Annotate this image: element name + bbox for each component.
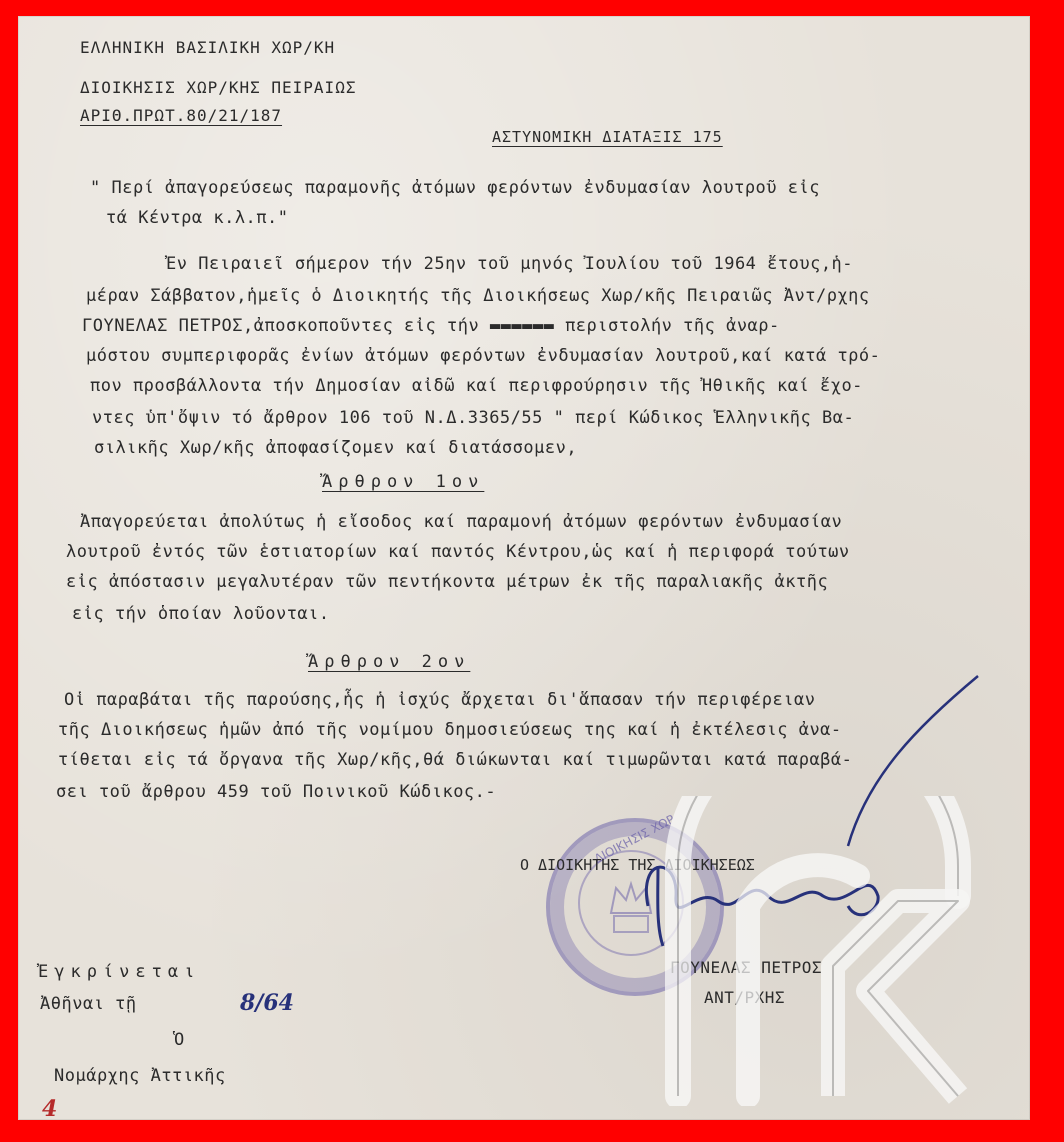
article-1-line: λουτροῦ ἐντός τῶν ἑστιατορίων καί παντός Κέντρου,ὡς καί ἡ περιφορά τούτων bbox=[66, 542, 850, 562]
approval-line-1: Ἐγκρίνεται bbox=[38, 962, 201, 982]
article-2-line: Οἱ παραβάται τῆς παρούσης,ἧς ἡ ἰσχύς ἄρχεται δι'ἅπασαν τήν περιφέρειαν bbox=[64, 690, 816, 710]
approval-line-2: Ἀθῆναι τῇ bbox=[40, 994, 137, 1014]
article-1-heading: Ἄρθρον 1ον bbox=[322, 472, 485, 492]
article-1-line: εἰς ἀπόστασιν μεγαλυτέραν τῶν πεντήκοντα μέτρων ἐκ τῆς παραλιακῆς ἀκτῆς bbox=[66, 572, 829, 592]
signatory-rank: ΑΝΤ/ΡΧΗΣ bbox=[704, 988, 786, 1007]
article-2-line: σει τοῦ ἄρθρου 459 τοῦ Ποινικοῦ Κώδικος.- bbox=[56, 782, 497, 802]
header-line-2: ΔΙΟΙΚΗΣΙΣ ΧΩΡ/ΚΗΣ ΠΕΙΡΑΙΩΣ bbox=[80, 78, 357, 97]
approval-date-handwritten: 8/64 bbox=[240, 990, 294, 1016]
article-1-line: Ἀπαγορεύεται ἀπολύτως ἡ εἴσοδος καί παραμονή ἀτόμων φερόντων ἐνδυμασίαν bbox=[80, 512, 843, 532]
preamble-line: σιλικῆς Χωρ/κῆς ἀποφασίζομεν καί διατάσσομεν, bbox=[94, 438, 578, 458]
preamble-line: μέραν Σάββατον,ἡμεῖς ὁ Διοικητής τῆς Διοικήσεως Χωρ/κῆς Πειραιῶς Ἀντ/ρχης bbox=[86, 286, 870, 306]
header-line-1: ΕΛΛΗΝΙΚΗ ΒΑΣΙΛΙΚΗ ΧΩΡ/ΚΗ bbox=[80, 38, 336, 57]
stamp-text: ΔΙΟΙΚΗΣΙΣ ΧΩΡ bbox=[591, 811, 677, 867]
approval-line-3: Ὁ bbox=[174, 1030, 185, 1050]
preamble-line: πον προσβάλλοντα τήν Δημοσίαν αἰδῶ καί περιφρούρησιν τῆς Ἠθικῆς καί ἔχο- bbox=[90, 376, 863, 396]
protocol-number: ΑΡΙΘ.ΠΡΩΤ.80/21/187 bbox=[80, 106, 283, 125]
article-2-line: τίθεται εἰς τά ὄργανα τῆς Χωρ/κῆς,θά διώκωνται καί τιμωρῶνται κατά παραβά- bbox=[58, 750, 853, 770]
signatory-name: ΓΟΥΝΕΛΑΣ ΠΕΤΡΟΣ bbox=[670, 958, 822, 977]
subject-line-1: " Περί ἀπαγορεύσεως παραμονῆς ἀτόμων φερόντων ἐνδυμασίαν λουτροῦ εἰς bbox=[90, 178, 820, 198]
article-2-line: τῆς Διοικήσεως ἡμῶν ἀπό τῆς νομίμου δημοσιεύσεως της καί ἡ ἐκτέλεσις ἀνα- bbox=[58, 720, 842, 740]
signatory-title: Ο ΔΙΟΙΚΗΤΗΣ ΤΗΣ ΔΙΟΙΚΗΣΕΩΣ bbox=[520, 856, 755, 874]
article-1-line: εἰς τήν ὁποίαν λοῦονται. bbox=[72, 604, 330, 624]
document-title: ΑΣΤΥΝΟΜΙΚΗ ΔΙΑΤΑΞΙΣ 175 bbox=[492, 128, 723, 146]
article-2-heading: Ἄρθρον 2ον bbox=[308, 652, 471, 672]
preamble-line: ντες ὑπ'ὄψιν τό ἄρθρον 106 τοῦ Ν.Δ.3365/55 " περί Κώδικος Ἑλληνικῆς Βα- bbox=[92, 408, 855, 428]
preamble-line: μόστου συμπεριφορᾶς ἐνίων ἀτόμων φερόντων ἐνδυμασίαν λουτροῦ,καί κατά τρό- bbox=[86, 346, 881, 366]
watermark-logo bbox=[658, 796, 988, 1106]
approval-line-4: Νομάρχης Ἀττικῆς bbox=[54, 1066, 226, 1086]
margin-mark-handwritten: 4 bbox=[42, 1096, 58, 1122]
subject-line-2: τά Κέντρα κ.λ.π." bbox=[106, 208, 289, 228]
preamble-line: Ἐν Πειραιεῖ σήμερον τήν 25ην τοῦ μηνός Ἰουλίου τοῦ 1964 ἔτους,ἡ- bbox=[166, 254, 854, 274]
preamble-line: ΓΟΥΝΕΛΑΣ ΠΕΤΡΟΣ,ἀποσκοποῦντες εἰς τήν ▬▬▬▬▬▬ περιστολήν τῆς ἀναρ- bbox=[82, 316, 780, 336]
document-page bbox=[18, 16, 1030, 1120]
